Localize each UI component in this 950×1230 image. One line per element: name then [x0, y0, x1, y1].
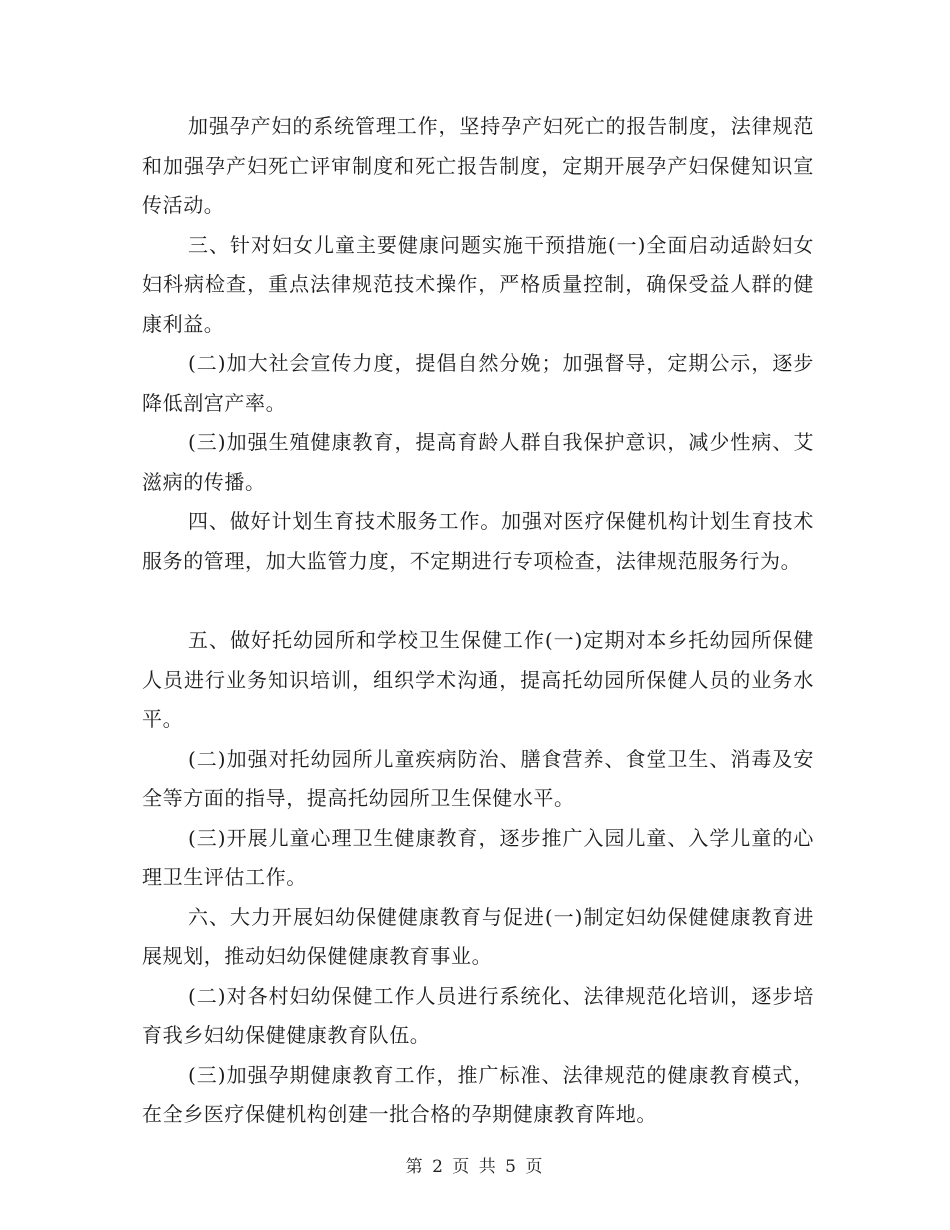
- paragraph-section-six: 六、大力开展妇幼保健健康教育与促进(一)制定妇幼保健健康教育进展规划，推动妇幼保健健康教育事业。: [142, 904, 814, 968]
- document-body: [142, 107, 814, 1135]
- paragraph-prenatal-education: (三)加强孕期健康教育工作，推广标准、法律规范的健康教育模式，在全乡医疗保健机构创建一批合格的孕期健康教育阵地。: [142, 1062, 814, 1126]
- paragraph-reproductive-health: (三)加强生殖健康教育，提高育龄人群自我保护意识，减少性病、艾滋病的传播。: [142, 430, 814, 494]
- paragraph-section-three: 三、针对妇女儿童主要健康问题实施干预措施(一)全面启动适龄妇女妇科病检查，重点法律规范技术操作，严格质量控制，确保受益人群的健康利益。: [142, 232, 814, 336]
- paragraph-village-training: (二)对各村妇幼保健工作人员进行系统化、法律规范化培训，逐步培育我乡妇幼保健健康教育队伍。: [142, 983, 814, 1047]
- paragraph-child-mental-health: (三)开展儿童心理卫生健康教育，逐步推广入园儿童、入学儿童的心理卫生评估工作。: [142, 825, 814, 889]
- paragraph-natural-birth: (二)加大社会宣传力度，提倡自然分娩；加强督导，定期公示，逐步降低剖宫产率。: [142, 351, 814, 415]
- paragraph-section-four: 四、做好计划生育技术服务工作。加强对医疗保健机构计划生育技术服务的管理，加大监管力度，不定期进行专项检查，法律规范服务行为。: [142, 509, 814, 573]
- paragraph-kindergarten-guidance: (二)加强对托幼园所儿童疾病防治、膳食营养、食堂卫生、消毒及安全等方面的指导，提高托幼园所卫生保健水平。: [142, 746, 814, 810]
- paragraph-maternal-management: 加强孕产妇的系统管理工作，坚持孕产妇死亡的报告制度，法律规范和加强孕产妇死亡评审制度和死亡报告制度，定期开展孕产妇保健知识宣传活动。: [142, 114, 814, 217]
- paragraph-section-five: 五、做好托幼园所和学校卫生保健工作(一)定期对本乡托幼园所保健人员进行业务知识培训，组织学术沟通，提高托幼园所保健人员的业务水平。: [142, 628, 814, 731]
- page-number-footer: 第 2 页 共 5 页: [405, 1157, 545, 1177]
